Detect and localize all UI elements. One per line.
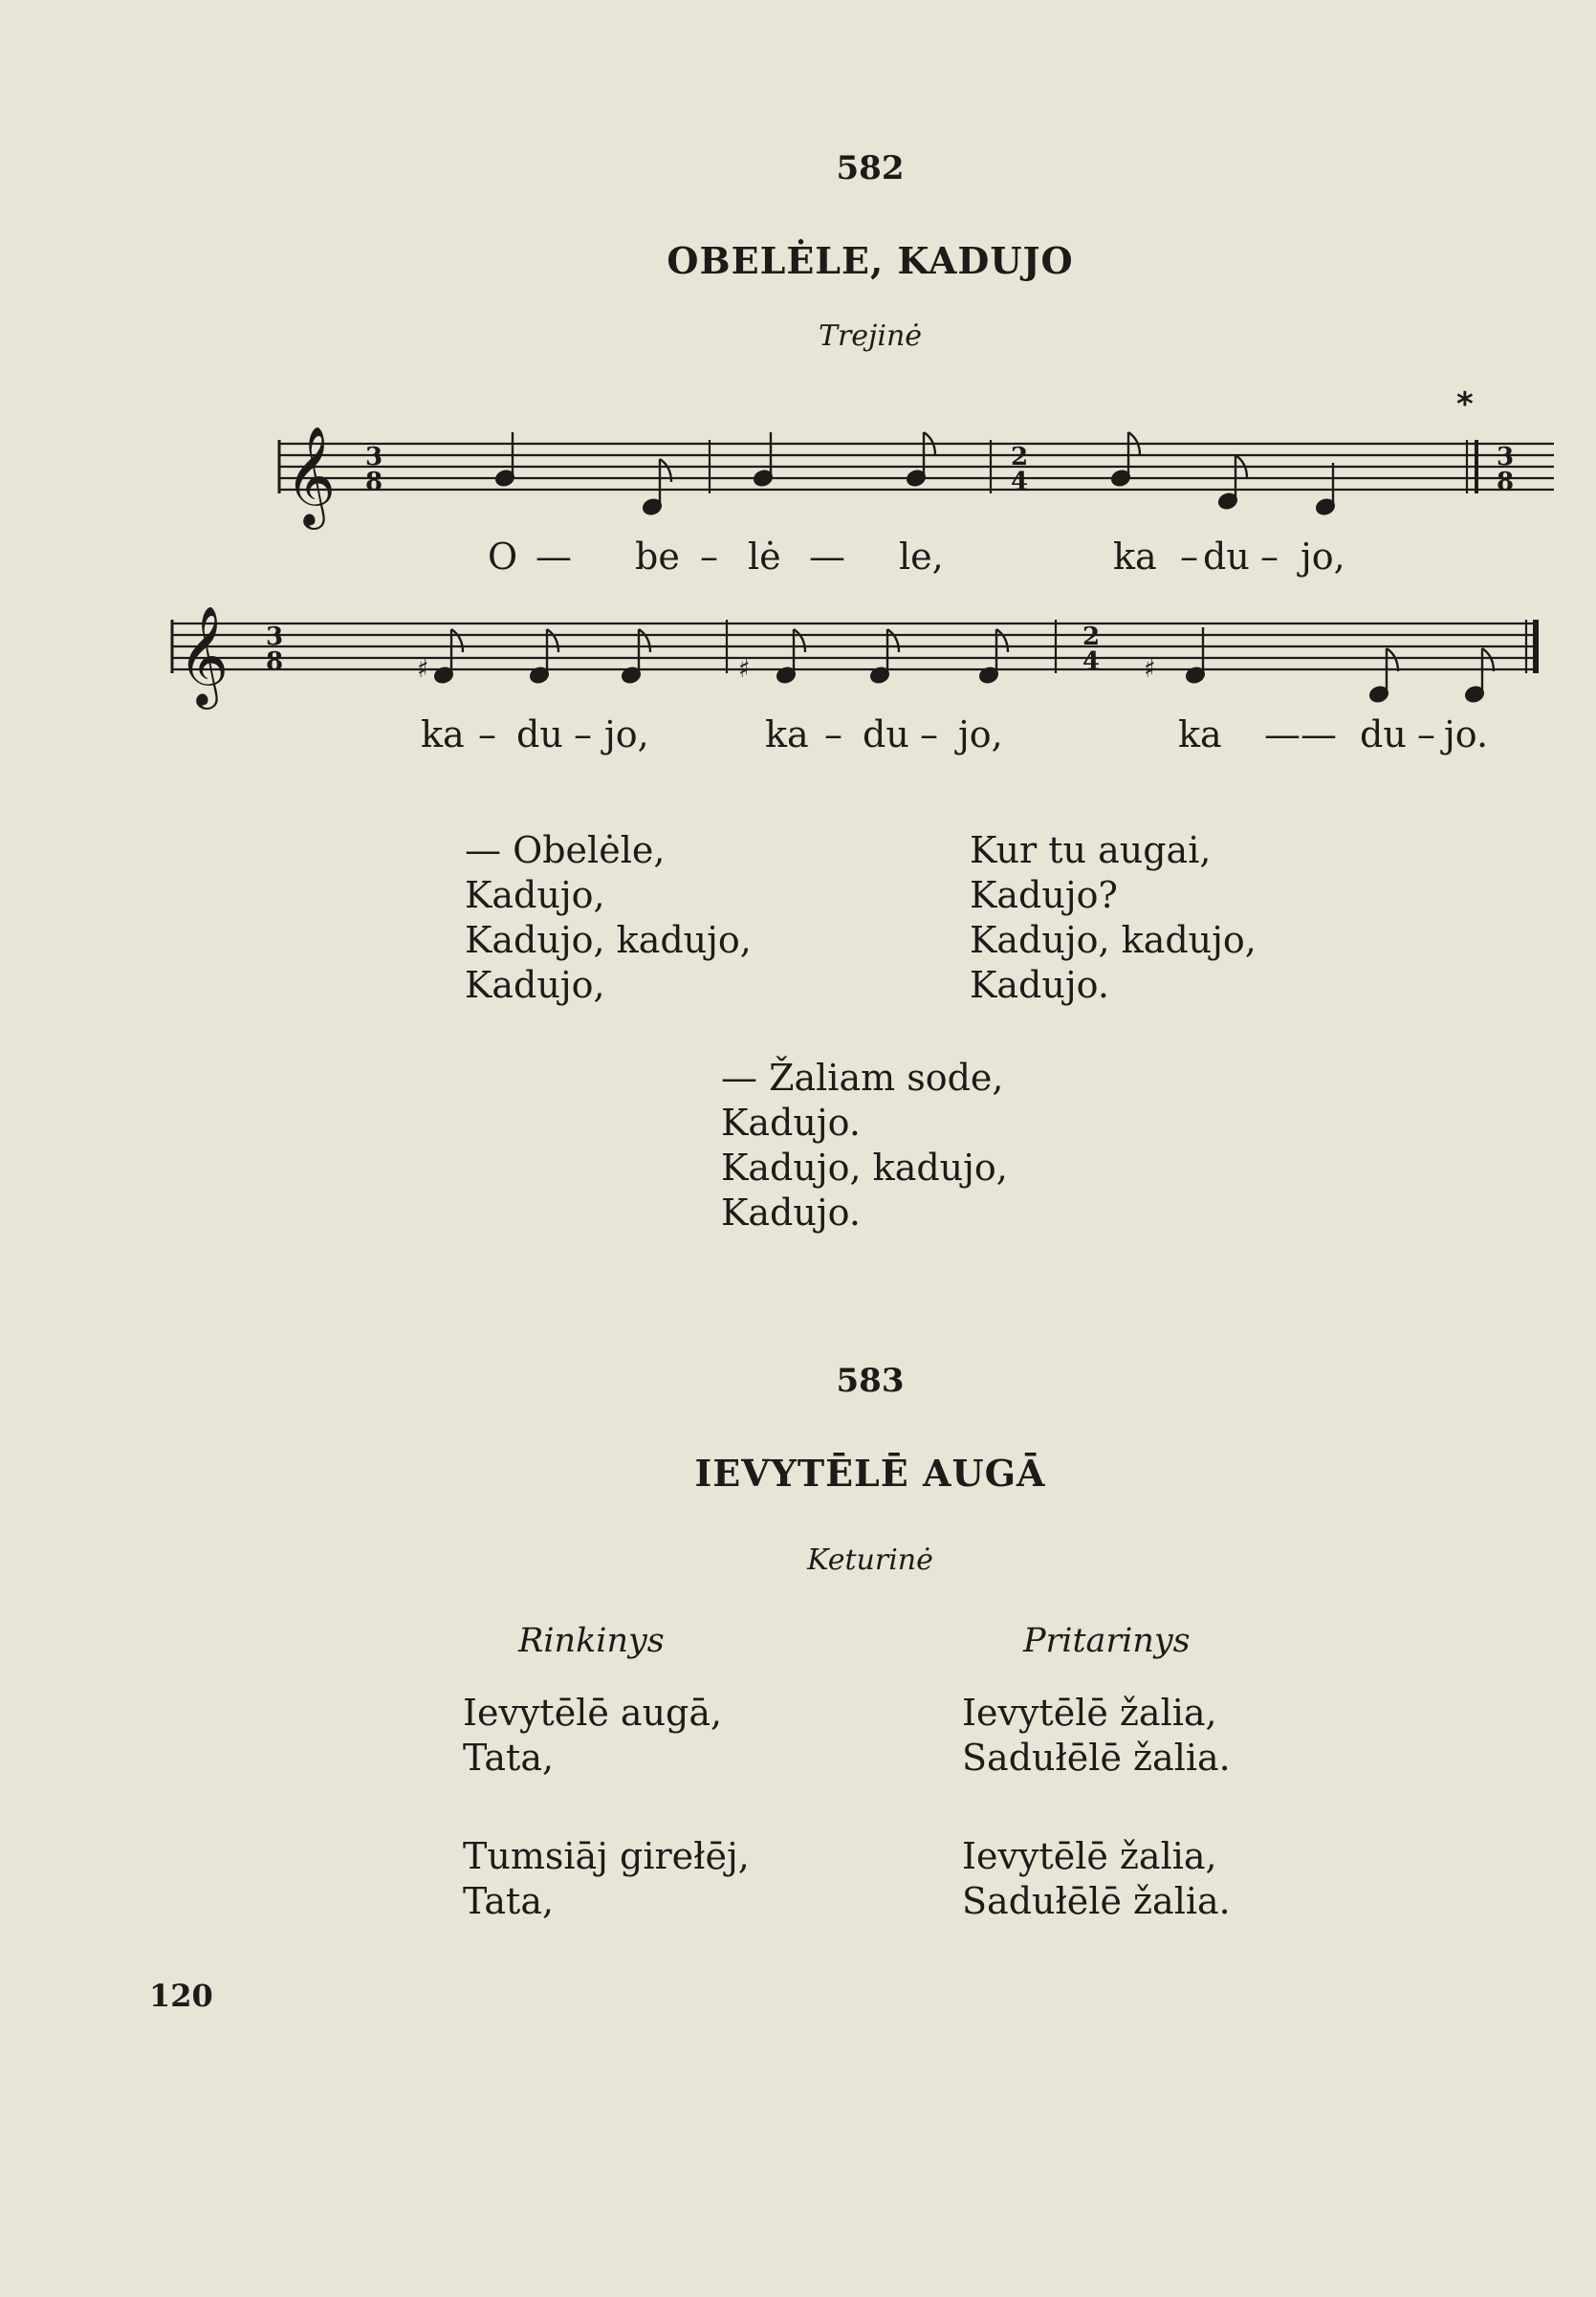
stanza-left-2 bbox=[463, 1834, 750, 1924]
column-heading-rinkinys: Rinkinys bbox=[518, 1622, 665, 1660]
verse-line: Sadułēlē žalia. bbox=[962, 1880, 1231, 1922]
verse-line: Kadujo. bbox=[721, 1192, 861, 1234]
lyric-syllable: du bbox=[1360, 713, 1407, 755]
verse-1 bbox=[465, 828, 752, 1008]
song-number-583: 583 bbox=[836, 1362, 905, 1400]
song-meter-label: Trejinė bbox=[818, 319, 923, 353]
lyric-syllable: jo, bbox=[958, 713, 1003, 755]
time-signature-bottom: 8 bbox=[266, 647, 284, 676]
asterisk-marker: * bbox=[1456, 385, 1474, 424]
verse-line: Kadujo. bbox=[721, 1102, 861, 1144]
time-signature-bottom: 8 bbox=[365, 468, 383, 496]
lyric-syllable: jo. bbox=[1444, 713, 1489, 755]
treble-clef-icon: 𝄞 bbox=[285, 426, 337, 526]
music-staff-1 bbox=[0, 383, 1596, 536]
time-signature-top: 3 bbox=[1497, 443, 1515, 471]
time-signature-bottom: 4 bbox=[1082, 647, 1101, 676]
verse-line: — Obelėle, bbox=[465, 829, 666, 871]
lyric-syllable: du bbox=[863, 713, 909, 755]
verse-line: Ievytēlē augā, bbox=[463, 1692, 723, 1734]
lyric-dash: – bbox=[1180, 536, 1198, 578]
time-signature-bottom: 4 bbox=[1011, 468, 1029, 496]
lyric-syllable: ka bbox=[1178, 713, 1222, 755]
verse-line: Tumsiāj girełēj, bbox=[463, 1835, 750, 1877]
time-signature-top: 3 bbox=[365, 443, 383, 471]
time-signature-top: 2 bbox=[1011, 443, 1029, 471]
lyric-dash: – bbox=[700, 536, 718, 578]
song-number-582: 582 bbox=[836, 149, 905, 187]
song-title-obelele: OBELĖLE, KADUJO bbox=[667, 239, 1074, 282]
lyric-dash: – bbox=[1260, 536, 1279, 578]
verse-2 bbox=[970, 828, 1257, 1008]
lyric-syllable: be bbox=[635, 536, 680, 578]
verse-line: Ievytēlē žalia, bbox=[962, 1692, 1217, 1734]
verse-line: Kadujo, bbox=[465, 964, 605, 1006]
lyric-syllable: du bbox=[516, 713, 563, 755]
lyric-syllable: ka bbox=[765, 713, 809, 755]
notes-staff-1 bbox=[494, 432, 1336, 516]
stanza-right-2 bbox=[962, 1834, 1231, 1924]
stanza-left-1 bbox=[463, 1691, 722, 1781]
notes-staff-2 bbox=[417, 627, 1494, 704]
lyric-dash: – bbox=[920, 713, 938, 755]
verse-line: Kadujo? bbox=[970, 874, 1118, 916]
music-staff-2 bbox=[0, 564, 1596, 736]
verse-3 bbox=[721, 1056, 1008, 1236]
verse-line: Ievytēlē žalia, bbox=[962, 1835, 1217, 1877]
time-signature-bottom: 8 bbox=[1497, 468, 1515, 496]
lyric-dash: – bbox=[824, 713, 842, 755]
time-signature-top: 3 bbox=[266, 623, 284, 651]
lyric-dash: — bbox=[536, 536, 572, 578]
lyric-dash: – bbox=[478, 713, 496, 755]
column-heading-pritarinys: Pritarinys bbox=[1023, 1622, 1191, 1660]
lyric-syllable: du bbox=[1203, 536, 1250, 578]
lyric-syllable: le, bbox=[899, 536, 944, 578]
lyric-dash: – bbox=[1417, 713, 1435, 755]
verse-line: Kur tu augai, bbox=[970, 829, 1212, 871]
stanza-right-1 bbox=[962, 1691, 1231, 1781]
svg-text:♯: ♯ bbox=[417, 655, 429, 684]
lyric-syllable: jo, bbox=[604, 713, 649, 755]
treble-clef-icon: 𝄞 bbox=[178, 605, 230, 706]
song-title-ievytele: IEVYTĒLĒ AUGĀ bbox=[694, 1452, 1046, 1495]
verse-line: Tata, bbox=[463, 1880, 555, 1922]
lyric-syllable: ka bbox=[421, 713, 465, 755]
verse-line: Kadujo, kadujo, bbox=[721, 1147, 1008, 1189]
time-signature-top: 2 bbox=[1082, 623, 1101, 651]
svg-text:♯: ♯ bbox=[738, 655, 751, 684]
page-number: 120 bbox=[149, 1978, 213, 2014]
verse-line: — Žaliam sode, bbox=[721, 1057, 1004, 1099]
lyric-syllable: O bbox=[488, 536, 518, 578]
verse-line: Kadujo, kadujo, bbox=[465, 919, 752, 961]
lyric-dash: — bbox=[809, 536, 845, 578]
lyric-syllable: ka bbox=[1113, 536, 1157, 578]
lyric-dash: – bbox=[574, 713, 592, 755]
song-meter-label: Keturinė bbox=[807, 1543, 933, 1577]
lyric-syllable: jo, bbox=[1301, 536, 1345, 578]
svg-text:♯: ♯ bbox=[1144, 655, 1156, 684]
verse-line: Sadułēlē žalia. bbox=[962, 1737, 1231, 1779]
verse-line: Kadujo. bbox=[970, 964, 1109, 1006]
lyric-syllable: lė bbox=[748, 536, 781, 578]
lyric-dash: —— bbox=[1264, 713, 1337, 755]
verse-line: Kadujo, bbox=[465, 874, 605, 916]
verse-line: Kadujo, kadujo, bbox=[970, 919, 1257, 961]
verse-line: Tata, bbox=[463, 1737, 555, 1779]
